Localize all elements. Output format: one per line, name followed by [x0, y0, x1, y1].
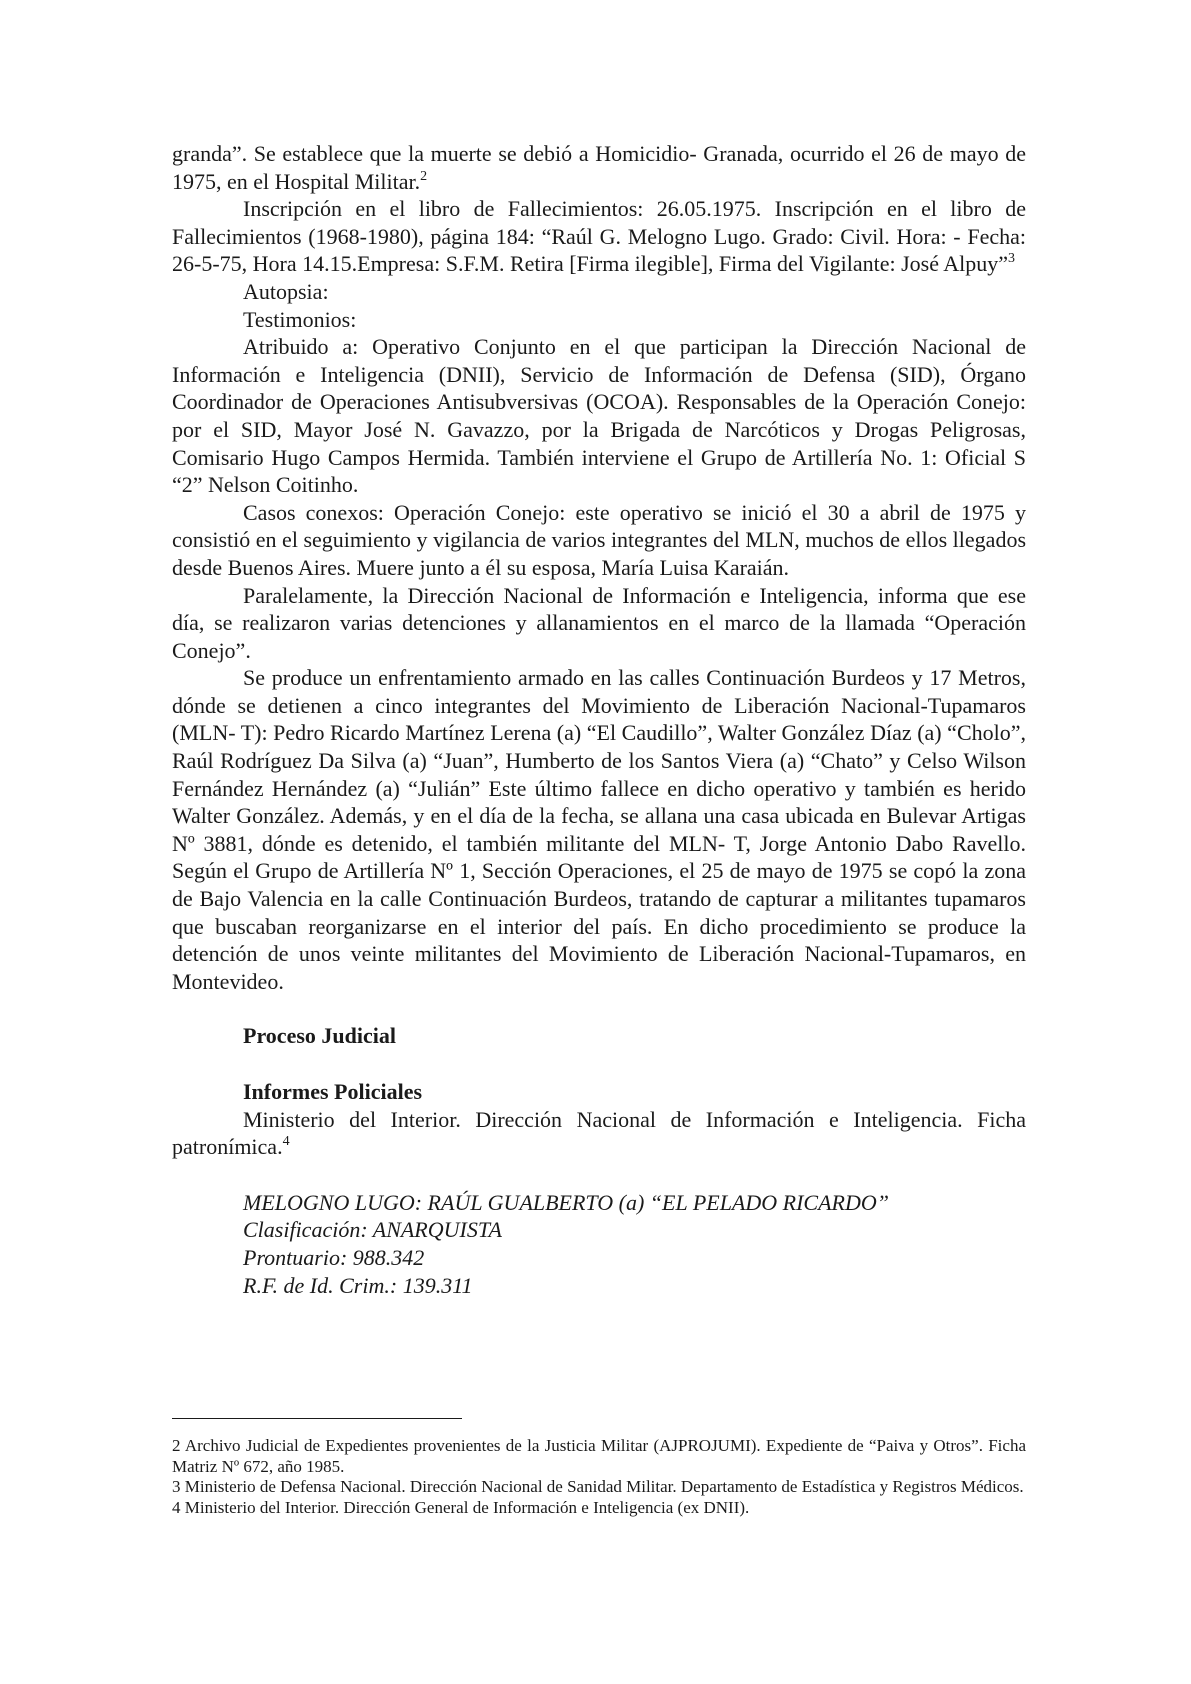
- ficha-clasificacion: Clasificación: ANARQUISTA: [243, 1217, 502, 1243]
- footnote-4: 4 Ministerio del Interior. Dirección General de Información e Inteligencia (ex DNII).: [172, 1497, 750, 1517]
- footnote-ref-2[interactable]: 2: [420, 168, 428, 184]
- spacer: [172, 1161, 1026, 1189]
- paragraph-testimonios: Testimonios:: [243, 306, 357, 332]
- footnote-ref-4[interactable]: 4: [282, 1134, 290, 1150]
- heading-informes-policiales: Informes Policiales: [243, 1079, 423, 1104]
- document-body: [172, 140, 1026, 1299]
- paragraph-enfrentamiento: Se produce un enfrentamiento armado en las calles Continuación Burdeos y 17 Metros, dónde se detienen a cinco integrantes del Movimiento de Liberación Nacional-Tupamaros (MLN- T): Pedro Ricardo Martínez Lerena (a) “El Caudillo”, Walter González Díaz (a) “Cholo”, Raúl Rodríguez Da Silva (a) “Juan”, Humberto de los Santos Viera (a) “Chato” y Celso Wilson Fernández Hernández (a) “Julián” Este último fallece en dicho operativo y también es herido Walter González. Además, y en el día de la fecha, se allana una casa ubicada en Bulevar Artigas Nº 3881, dónde es detenido, el también militante del MLN- T, Jorge Antonio Dabo Ravello. Según el Grupo de Artillería Nº 1, Sección Operaciones, el 25 de mayo de 1975 se copó la zona de Bajo Valencia en la calle Continuación Burdeos, tratando de capturar a militantes tupamaros que buscaban reorganizarse en el interior del país. En dicho procedimiento se produce la detención de unos veinte militantes del Movimiento de Liberación Nacional-Tupamaros, en Montevideo.: [172, 665, 1026, 994]
- footnotes: [172, 1436, 1026, 1518]
- footnote-2: 2 Archivo Judicial de Expedientes provenientes de la Justicia Militar (AJPROJUMI). Expediente de “Paiva y Otros”. Ficha Matriz Nº 672, año 1985.: [172, 1436, 1026, 1476]
- ficha-rf-id: R.F. de Id. Crim.: 139.311: [243, 1272, 473, 1298]
- paragraph-inscription: Inscripción en el libro de Fallecimientos: 26.05.1975. Inscripción en el libro de Fallecimientos (1968-1980), página 184: “Raúl G. Melogno Lugo. Grado: Civil. Hora: - Fecha: 26-5-75, Hora 14.15.Empresa: S.F.M. Retira [Firma ilegible], Firma del Vigilante: José Alpuy”$^3$: [172, 196, 1026, 277]
- footnote-divider: [172, 1418, 462, 1419]
- paragraph-paralelamente: Paralelamente, la Dirección Nacional de Información e Inteligencia, informa que ese día, se realizaron varias detenciones y allanamientos en el marco de la llamada “Operación Conejo”.: [172, 582, 1026, 663]
- footnote-ref-3[interactable]: 3: [1008, 251, 1016, 267]
- paragraph-atribuido: Atribuido a: Operativo Conjunto en el que participan la Dirección Nacional de Información e Inteligencia (DNII), Servicio de Información de Defensa (SID), Órgano Coordinador de Operaciones Antisubversivas (OCOA). Responsables de la Operación Conejo: por el SID, Mayor José N. Gavazzo, por la Brigada de Narcóticos y Drogas Peligrosas, Comisario Hugo Campos Hermida. También interviene el Grupo de Artillería No. 1: Oficial S “2” Nelson Coitinho.: [172, 334, 1026, 498]
- ficha-block: [172, 1189, 1026, 1299]
- paragraph-casos-conexos: Casos conexos: Operación Conejo: este operativo se inició el 30 a abril de 1975 y consistió en el seguimiento y vigilancia de varios integrantes del MLN, muchos de ellos llegados desde Buenos Aires. Muere junto a él su esposa, María Luisa Karaián.: [172, 499, 1026, 580]
- paragraph-ministerio: Ministerio del Interior. Dirección Nacional de Información e Inteligencia. Ficha patronímica.$^4$: [172, 1106, 1026, 1160]
- ficha-name: MELOGNO LUGO: RAÚL GUALBERTO (a) “EL PELADO RICARDO”: [243, 1189, 889, 1215]
- paragraph-death-cause: granda”. Se establece que la muerte se debió a Homicidio- Granada, ocurrido el 26 de mayo de 1975, en el Hospital Militar.$^2$: [172, 141, 1026, 194]
- spacer: [172, 1050, 1026, 1078]
- spacer: [172, 995, 1026, 1022]
- footnote-3: 3 Ministerio de Defensa Nacional. Dirección Nacional de Sanidad Militar. Departamento de Estadística y Registros Médicos.: [172, 1477, 1024, 1496]
- heading-proceso-judicial: Proceso Judicial: [243, 1023, 396, 1049]
- ficha-prontuario: Prontuario: 988.342: [243, 1244, 425, 1270]
- paragraph-autopsia: Autopsia:: [243, 278, 329, 304]
